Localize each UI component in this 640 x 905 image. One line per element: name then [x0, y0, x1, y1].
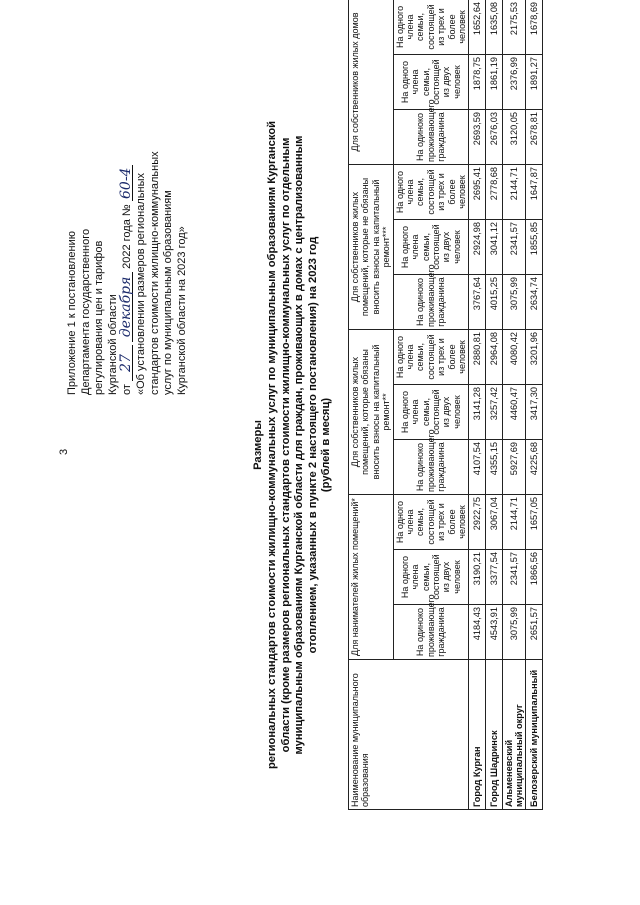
- table-cell: 1678,69: [526, 0, 543, 54]
- appendix-title-line: Курганской области на 2023 год»: [175, 226, 188, 395]
- table-cell: 4543,91: [486, 605, 503, 660]
- date-prefix: от: [121, 384, 134, 395]
- group-header-owners-capital-repair: Для собственников жилых помещений, которые обязаны вносить взносы на капитальный ремонт**: [349, 329, 394, 494]
- handwritten-day: 27: [120, 345, 133, 381]
- table-cell: 2676,03: [486, 109, 503, 164]
- table-cell: 2778,68: [486, 164, 503, 219]
- table-cell: 1861,19: [486, 54, 503, 109]
- group-header-tenants: Для нанимателей жилых помещений*: [349, 495, 394, 660]
- subheader-three-plus: На одного члена семьи, состоящей из трех и более человек: [393, 329, 469, 384]
- table-row: [526, 0, 543, 810]
- group-header-row: [349, 0, 394, 810]
- appendix-block: [66, 55, 189, 395]
- table-row: [469, 0, 486, 810]
- table-cell: 1647,87: [526, 164, 543, 219]
- subheader-single: На одиноко проживающего гражданина: [393, 274, 469, 329]
- table-cell: 3075,99: [503, 274, 526, 329]
- table-cell: 4184,43: [469, 605, 486, 660]
- table-cell: 3141,28: [469, 385, 486, 440]
- subheader-two: На одного члена семьи, состоящей из двух человек: [393, 385, 469, 440]
- table-cell: 3067,04: [486, 495, 503, 550]
- table-cell: 3190,21: [469, 550, 486, 605]
- table-cell: 3120,05: [503, 109, 526, 164]
- table-cell: 2175,53: [503, 0, 526, 54]
- table-cell: 2341,57: [503, 219, 526, 274]
- table-cell: 2880,81: [469, 329, 486, 384]
- date-year: 2022 года №: [121, 204, 134, 269]
- table-cell: 1635,08: [486, 0, 503, 54]
- table-cell: 4355,15: [486, 440, 503, 495]
- table-cell: 2144,71: [503, 495, 526, 550]
- municipality-header: Наименование муниципального образования: [349, 660, 469, 810]
- subheader-single: На одиноко проживающего гражданина: [393, 605, 469, 660]
- table-cell: 2678,81: [526, 109, 543, 164]
- appendix-title-line: стандартов стоимости жилищно-коммунальных: [148, 151, 161, 395]
- table-cell: 5927,69: [503, 440, 526, 495]
- table-cell: 1891,27: [526, 54, 543, 109]
- table-cell: 2634,74: [526, 274, 543, 329]
- heading-units: (рублей в месяц): [320, 397, 333, 493]
- group-header-owners-no-capital-repair: Для собственников жилых помещений, которые не обязаны вносить взносы на капитальный ремонт***: [349, 164, 394, 329]
- table-cell: 2341,57: [503, 550, 526, 605]
- heading-line: отоплением, указанных в пункте 2 настоящего постановления) на 2023 год: [306, 236, 319, 654]
- municipality-name: Город Курган: [469, 660, 486, 810]
- table-cell: 1878,75: [469, 54, 486, 109]
- table-cell: 2695,41: [469, 164, 486, 219]
- table-row: [503, 0, 526, 810]
- appendix-line: Приложение 1 к постановлению: [66, 230, 78, 395]
- subheader-two: На одного члена семьи, состоящей из двух человек: [393, 219, 469, 274]
- table-cell: 4107,54: [469, 440, 486, 495]
- subheader-two: На одного члена семьи, состоящей из двух человек: [393, 550, 469, 605]
- municipality-name: Город Шадринск: [486, 660, 503, 810]
- subheader-three-plus: На одного члена семьи, состоящей из трех и более человек: [393, 0, 469, 54]
- table-cell: 2924,98: [469, 219, 486, 274]
- table-cell: 2651,57: [526, 605, 543, 660]
- table-cell: 1657,05: [526, 495, 543, 550]
- subheader-three-plus: На одного члена семьи, состоящей из трех и более человек: [393, 164, 469, 219]
- table-cell: 2376,99: [503, 54, 526, 109]
- group-header-house-owners: Для собственников жилых домов: [349, 0, 394, 164]
- table-cell: 4225,68: [526, 440, 543, 495]
- table-cell: 3767,64: [469, 274, 486, 329]
- table-cell: 2144,71: [503, 164, 526, 219]
- handwritten-month: декабря: [120, 272, 133, 342]
- appendix-title-line: услуг по муниципальным образованиям: [162, 190, 175, 395]
- subheader-three-plus: На одного члена семьи, состоящей из трех и более человек: [393, 495, 469, 550]
- municipality-name: Белозерский муниципальный: [526, 660, 543, 810]
- table-cell: 3201,96: [526, 329, 543, 384]
- page-number: 3: [58, 448, 70, 455]
- appendix-date-line: [120, 55, 135, 395]
- heading-line: муниципальным образованиям Курганской области для граждан, проживающих в домах с централизованным: [293, 135, 306, 755]
- table-cell: 4080,42: [503, 329, 526, 384]
- table-cell: 3257,42: [486, 385, 503, 440]
- table-cell: 3377,54: [486, 550, 503, 605]
- appendix-line: Курганской области: [106, 294, 119, 395]
- table-cell: 3417,30: [526, 385, 543, 440]
- subheader-single: На одиноко проживающего гражданина: [393, 109, 469, 164]
- rates-table: [348, 0, 543, 810]
- appendix-line: Департамента государственного: [79, 228, 92, 395]
- table-cell: 4460,47: [503, 385, 526, 440]
- heading-line: области (кроме размеров региональных стандартов стоимости жилищно-коммунальных услуг по отдельным: [279, 137, 292, 753]
- table-cell: 1866,56: [526, 550, 543, 605]
- appendix-title-line: «Об установлении размеров региональных: [134, 173, 147, 395]
- subheader-single: На одиноко проживающего гражданина: [393, 440, 469, 495]
- table-cell: 2693,59: [469, 109, 486, 164]
- handwritten-number: 60-4: [120, 165, 133, 201]
- heading-line: региональных стандартов стоимости жилищно-коммунальных услуг по муниципальным образованиям Курганской: [266, 120, 279, 770]
- table-cell: 2964,08: [486, 329, 503, 384]
- table-cell: 3041,12: [486, 219, 503, 274]
- table-row: [486, 0, 503, 810]
- heading-title: Размеры: [252, 420, 264, 470]
- municipality-name: Альменевский муниципальный округ: [503, 660, 526, 810]
- table-cell: 4015,25: [486, 274, 503, 329]
- appendix-line: регулирования цен и тарифов: [93, 240, 106, 395]
- table-cell: 1652,64: [469, 0, 486, 54]
- table-cell: 2922,75: [469, 495, 486, 550]
- document-heading: [252, 105, 333, 785]
- subheader-two: На одного члена семьи, состоящей из двух человек: [393, 54, 469, 109]
- table-cell: 3075,99: [503, 605, 526, 660]
- table-cell: 1855,85: [526, 219, 543, 274]
